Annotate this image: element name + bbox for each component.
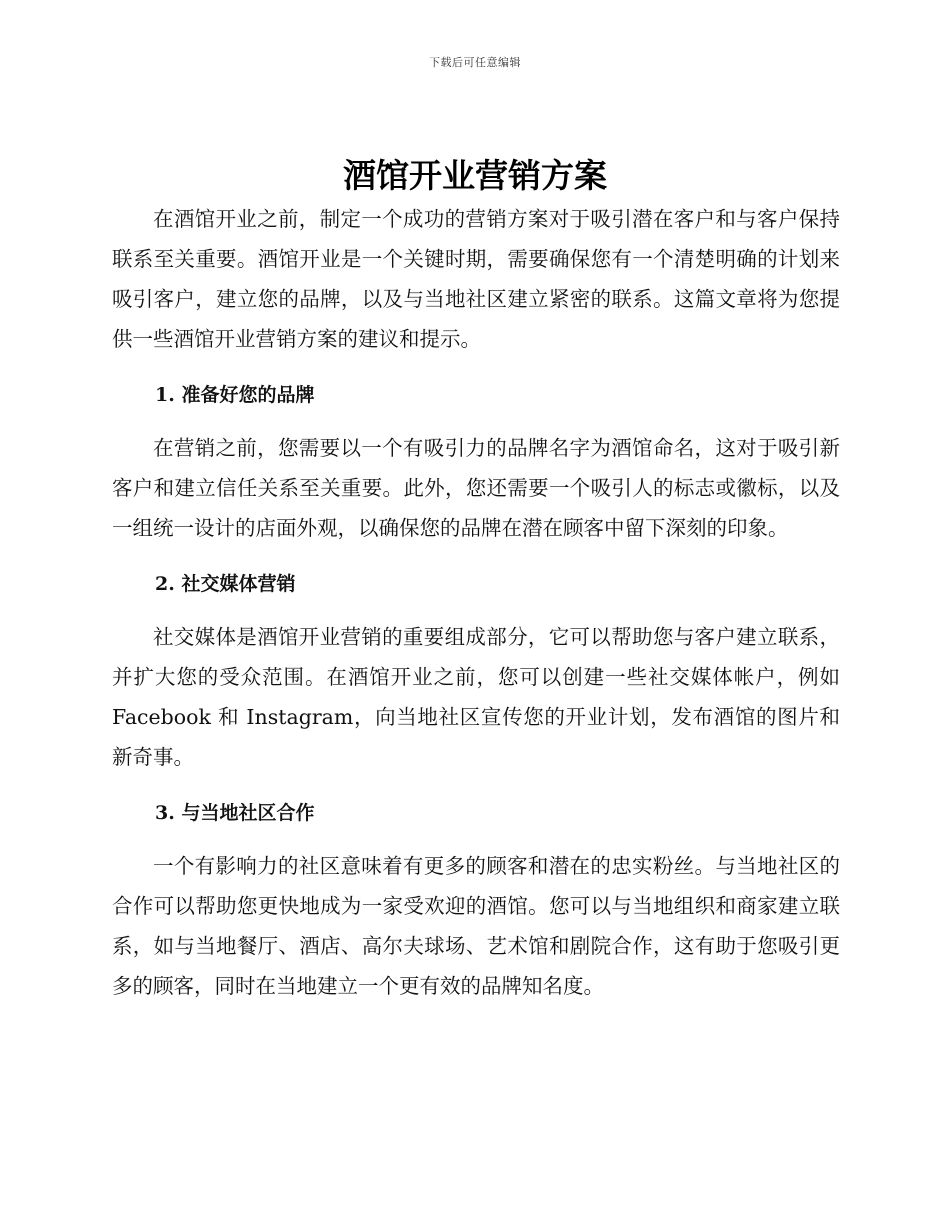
section-body-social-media: 社交媒体是酒馆开业营销的重要组成部分，它可以帮助您与客户建立联系，并扩大您的受众范围。在酒馆开业之前，您可以创建一些社交媒体帐户，例如 Facebook 和 Instagram，向当地社区宣传您的开业计划，发布酒馆的图片和新奇事。 [112, 625, 840, 769]
section-heading-brand: 1. 准备好您的品牌 [155, 384, 315, 406]
intro-paragraph: 在酒馆开业之前，制定一个成功的营销方案对于吸引潜在客户和与客户保持联系至关重要。酒馆开业是一个关键时期，需要确保您有一个清楚明确的计划来吸引客户，建立您的品牌，以及与当地社区建立紧密的联系。这篇文章将为您提供一些酒馆开业营销方案的建议和提示。 [112, 207, 840, 351]
section-heading-community: 3. 与当地社区合作 [155, 802, 315, 824]
section-body-community: 一个有影响力的社区意味着有更多的顾客和潜在的忠实粉丝。与当地社区的合作可以帮助您更快地成为一家受欢迎的酒馆。您可以与当地组织和商家建立联系，如与当地餐厅、酒店、高尔夫球场、艺术馆和剧院合作，这有助于您吸引更多的顾客，同时在当地建立一个更有效的品牌知名度。 [112, 854, 840, 998]
document-body [112, 199, 840, 1006]
section-heading-social-media: 2. 社交媒体营销 [155, 573, 296, 595]
document-title: 酒馆开业营销方案 [343, 156, 607, 195]
section-body-brand: 在营销之前，您需要以一个有吸引力的品牌名字为酒馆命名，这对于吸引新客户和建立信任关系至关重要。此外，您还需要一个吸引人的标志或徽标，以及一组统一设计的店面外观，以确保您的品牌在潜在顾客中留下深刻的印象。 [112, 436, 840, 540]
header-note: 下载后可任意编辑 [429, 56, 521, 69]
